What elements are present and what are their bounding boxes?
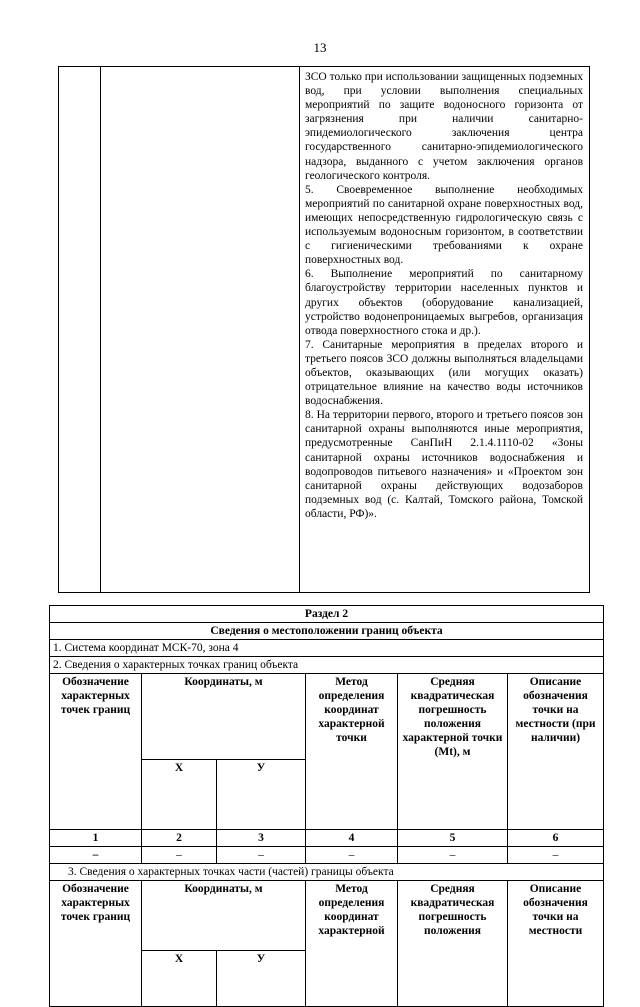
header-y: У: [217, 951, 306, 1007]
paragraph: 6. Выполнение мероприятий по санитарному благоустройству территории населенных пунктов и других объектов (оборудование канализацией, устройство водонепроницаемых выгребов, организация отвода поверхностного стока и др.).: [305, 268, 583, 337]
column-number: 1: [50, 830, 142, 847]
header-coordinates: Координаты, м: [142, 674, 306, 760]
column-divider: [299, 67, 300, 592]
header-y: У: [217, 760, 306, 830]
data-cell: –: [306, 847, 398, 864]
data-cell: –: [398, 847, 508, 864]
data-cell: –: [217, 847, 306, 864]
paragraph: 8. На территории первого, второго и третьего поясов зон санитарной охраны выполняются иные мероприятия, предусмотренные СанПиН 2.1.4.1110-02 «Зоны санитарной охраны источников водоснабжения и водопроводов питьевого назначения» и «Проектом зон санитарной охраны действующих водозаборов подземных вод (с. Калтай, Томского района, Томской области, РФ)».: [305, 409, 583, 520]
section-title: Раздел 2: [50, 606, 604, 623]
header-error: Средняя квадратическая погрешность положения: [398, 881, 508, 1007]
column-number: 5: [398, 830, 508, 847]
page-number: 13: [313, 40, 327, 55]
column-number: 4: [306, 830, 398, 847]
part-boundary-heading: 3. Сведения о характерных точках части (частей) границы объекта: [50, 864, 604, 881]
column-number: 3: [217, 830, 306, 847]
header-x: Х: [142, 760, 217, 830]
section-subtitle: Сведения о местоположении границ объекта: [50, 623, 604, 640]
boundary-points-heading: 2. Сведения о характерных точках границ объекта: [50, 657, 604, 674]
column-divider: [100, 67, 101, 592]
header-designation: Обозначение характерных точек границ: [50, 881, 142, 1007]
column-number: 6: [508, 830, 604, 847]
paragraph: 5. Своевременное выполнение необходимых мероприятий по санитарной охране поверхностных вод, имеющих непосредственную гидрологическую связь с используемым водоносным горизонтом, в соответствии с гигиеническими требованиями к охране поверхностных вод.: [305, 183, 583, 267]
header-designation: Обозначение характерных точек границ: [50, 674, 142, 830]
data-cell: –: [142, 847, 217, 864]
column-number: 2: [142, 830, 217, 847]
coordinate-system-row: 1. Система координат МСК-70, зона 4: [50, 640, 604, 657]
header-description: Описание обозначения точки на местности: [508, 881, 604, 1007]
header-coordinates: Координаты, м: [142, 881, 306, 951]
header-method: Метод определения координат характерной точки: [306, 674, 398, 830]
measures-text: [305, 70, 583, 521]
header-x: Х: [142, 951, 217, 1007]
section-2-table: [49, 605, 604, 1007]
header-description: Описание обозначения точки на местности (при наличии): [508, 674, 604, 830]
data-cell: –: [508, 847, 604, 864]
paragraph: 7. Санитарные мероприятия в пределах второго и третьего поясов ЗСО должны выполняться владельцами объектов, оказывающих (или могущих оказать) отрицательное влияние на качество воды источников водоснабжения.: [305, 338, 583, 408]
header-error: Средняя квадратическая погрешность положения характерной точки (Mt), м: [398, 674, 508, 830]
data-cell: –: [50, 847, 142, 864]
paragraph: ЗСО только при использовании защищенных подземных вод, при условии выполнения специальных мероприятий по защите водоносного горизонта от загрязнения при наличии санитарно- эпидемиологического заключения центра государственного санитарно-эпидемиологического надзора, выданного с учетом заключения органов геологического контроля.: [305, 71, 583, 182]
measures-table: [58, 66, 590, 593]
header-method: Метод определения координат характерной: [306, 881, 398, 1007]
